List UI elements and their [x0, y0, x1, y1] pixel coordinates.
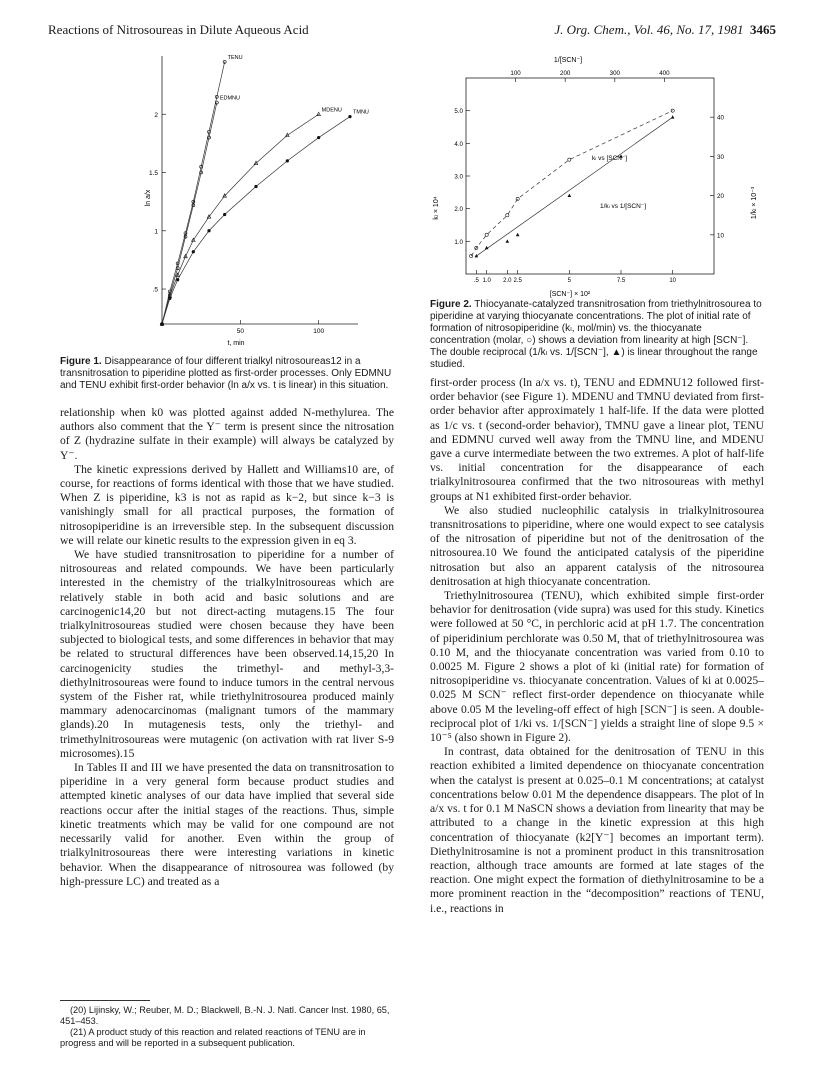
footnotes [60, 1000, 394, 1049]
figure-1-plot [140, 48, 400, 354]
figure-1-series-label: TENU [227, 54, 243, 61]
figure-2-x-tick-label: 5 [567, 278, 572, 284]
figure-2-y2-tick-label: 10 [717, 232, 724, 240]
right-paragraph-4: In contrast, data obtained for the denitrosation of TENU in this reaction exhibited a limited dependence on thiocyanate concentration when the catalyst is present at 0.025–0.1 M concentrations; at catalyst concentrations below 0.01 M the dependence disappears. The plot of ln a/x vs. t for 0.1 M NaSCN shows a deviation from linearity that may be attributed to a change in the kinetic expression at this high concentration of thiocyanate (k2[Y⁻] becomes an important term). Diethylnitrosamine is not a prominent product in this transnitrosation reaction, although trace amounts are formed at late stages of the reaction. One might expect the formation of diethylnitrosamine to be a more prominent reaction in the “decomposition” reactions of TENU, i.e., reactions in [430, 745, 764, 915]
figure-2-top-tick-label: 100 [510, 70, 521, 77]
figure-1-point [160, 322, 163, 325]
left-paragraph-2: The kinetic expressions derived by Hallett and Williams10 are, of course, for reactions of forms identical with those that we have studied. When Z is piperidine, k3 is not as rapid as k−2, but since k−3 is vanishingly small for all practical purposes, the formation of nitrosopiperidine is an irreversible step. In the subsequent discussion we will relate our kinetic results to the expression given in eq 3. [60, 462, 394, 547]
figure-2-axes [454, 70, 724, 284]
figure-1-series [160, 55, 369, 326]
figure-1-series-line [162, 62, 225, 324]
figure-1-series-line [162, 114, 319, 324]
figure-2-triangle-point [506, 239, 510, 242]
figure-1-point [207, 229, 210, 232]
figure-2-y-tick-label: 2.0 [454, 206, 463, 214]
figure-1-caption-label: Figure 1. [60, 356, 102, 367]
figure-2-circle-point [506, 214, 509, 217]
figure-2-caption [430, 299, 764, 371]
figure-2-top-tick-label: 200 [560, 70, 571, 77]
figure-2-triangle-point [568, 194, 572, 197]
figure-2-y-tick-label: 4.0 [454, 140, 463, 148]
figure-2-triangle-point [475, 254, 479, 257]
figure-1-axes [149, 56, 358, 335]
footnote-20: (20) Lijinsky, W.; Reuber, M. D.; Blackwell, B.-N. J. Natl. Cancer Inst. 1980, 65, 451–453. [60, 1005, 390, 1026]
figure-1-y-axis-label: ln a/x [145, 189, 152, 207]
figure-1-point [192, 250, 195, 253]
right-paragraph-1: first-order process (ln a/x vs. t), TENU and EDMNU12 followed first-order behavior (see Figure 1). MDENU and TMNU deviated from first-order behavior after approximately 1 half-life. If the data were plotted as 1/c vs. t (second-order behavior), TMNU gave a linear plot, TENU and EDMNU curved well away from the TMNU line, and MDENU gave a curve intermediate between the two extremes. A plot of half-life vs. initial concentration for the disappearance of each trialkylnitrosourea confirmed that the two nitrosoureas with methyl groups at N1 exhibited first-order behavior. [430, 376, 764, 503]
figure-2-y-tick-label: 3.0 [454, 173, 463, 181]
journal-citation: J. Org. Chem., Vol. 46, No. 17, 1981 [554, 22, 744, 37]
figure-2-y2-tick-label: 40 [717, 114, 724, 122]
figure-2-top-tick-label: 400 [659, 70, 670, 77]
figure-1-point [317, 112, 321, 115]
figure-2-x-tick-label: .5 [473, 278, 479, 284]
figure-1-point [176, 278, 179, 281]
figure-2-y-tick-label: 1.0 [454, 238, 463, 246]
figure-2-triangle-point [671, 115, 675, 118]
figure-2-circle-point [568, 158, 571, 161]
figure-1-series-label: MDENU [321, 107, 342, 114]
figure-2-triangle-point [516, 233, 520, 236]
figure-1-point [223, 213, 226, 216]
running-head-journal [554, 22, 776, 38]
figure-1-caption [60, 356, 394, 392]
figure-2-top-tick-label: 300 [609, 70, 620, 77]
figure-2-curve [471, 111, 673, 256]
figure-2-line [476, 117, 672, 256]
figure-1-point [348, 115, 351, 118]
footnote-21: (21) A product study of this reaction and related reactions of TENU are in progress and will be reported in a subsequent publication. [60, 1027, 366, 1048]
figure-1-x-axis-label: t, min [227, 340, 245, 347]
running-head-title: Reactions of Nitrosoureas in Dilute Aqueous Acid [48, 22, 309, 37]
figure-1-y-tick-label: 1.5 [148, 170, 158, 178]
figure-1-point [254, 185, 257, 188]
figure-2-circle-point [485, 233, 488, 236]
figure-2-x-tick-label: 7.5 [616, 278, 626, 284]
figure-1-caption-text: Disappearance of four different trialkyl nitrosoureas12 in a transnitrosation to piperidine plotted as first-order processes. Only EDMNU and TENU exhibit first-order behavior (ln a/x vs. t is linear) in this situation. [60, 356, 392, 391]
figure-1-y-tick-label: 2 [154, 111, 158, 119]
figure-2-series [470, 109, 675, 258]
right-paragraph-2: We also studied nucleophilic catalysis in trialkylnitrosourea transnitrosations to piperidine, where one would expect to see catalysis of the nitrosation of piperidine but not of the denitrosation of the nitrosourea.10 We found the anticipated catalysis of the piperidine nitrosation but also an apparent catalysis of the nitrosourea denitrosation at high thiocyanate concentration. [430, 503, 764, 588]
figure-2-top-axis-label: 1/[SCN⁻] [553, 57, 583, 64]
figure-2-y2-tick-label: 20 [717, 193, 724, 201]
figure-1-point [317, 136, 320, 139]
figure-1-point [286, 159, 289, 162]
figure-1-series-label: TMNU [353, 109, 369, 116]
figure-2-left-y-axis-label: kₗ × 10⁴ [433, 196, 440, 220]
figure-2-circle-point [516, 197, 519, 200]
figure-2-caption-text: Thiocyanate-catalyzed transnitrosation from triethylnitrosourea to piperidine at varying thiocyanate concentrations. The plot of initial rate of formation of nitrosopiperidine (kₗ, mol/min) vs. the thiocyanate concentration (molar, ○) shows a deviation from linearity at high [SCN⁻]. The double reciprocal (1/kₗ vs. 1/[SCN⁻], ▲) is linear throughout the range studied. [430, 299, 762, 370]
left-paragraph-1: relationship when k0 was plotted against added N-methylurea. The authors also comment that the Y⁻ term is present since the nitrosation of Z (hydrazine sulfate in their example) will always be catalyzed by Y⁻. [60, 406, 394, 462]
figure-2-y2-tick-label: 30 [717, 153, 724, 161]
figure-1-x-tick-label: 100 [313, 328, 325, 335]
figure-1-series-line [162, 117, 350, 324]
figure-2-plot [430, 48, 760, 300]
figure-2-x-tick-label: 2.0 [503, 278, 512, 284]
figure-1-y-tick-label: 1 [154, 228, 158, 236]
figure-1-point [168, 297, 171, 300]
figure-1-y-tick-label: .5 [152, 286, 158, 294]
figure-2-right-y-axis-label: 1/kₗ × 10⁻³ [751, 186, 758, 220]
figure-2-x-tick-label: 2.5 [513, 278, 522, 284]
figure-2-x-tick-label: 10 [669, 278, 677, 284]
figure-2-line-label: 1/kₗ vs 1/[SCN⁻] [600, 203, 647, 210]
figure-2-y-tick-label: 5.0 [454, 108, 463, 116]
footnote-rule [60, 1000, 150, 1001]
figure-1-series-label: EDMNU [219, 95, 241, 102]
left-column [60, 406, 394, 889]
figure-2-x-axis-label: [SCN⁻] × 10² [549, 291, 591, 298]
figure-1-x-tick-label: 50 [236, 328, 244, 335]
figure-2-x-tick-label: 1.0 [482, 278, 491, 284]
right-column [430, 376, 764, 916]
right-paragraph-3: Triethylnitrosourea (TENU), which exhibited simple first-order behavior for denitrosation (vide supra) was used for this study. Kinetics were followed at 50 °C, in perchloric acid at pH 1.7. The concentration of piperidinium perchlorate was 0.50 M, that of triethylnitrosourea was 0.10 M, and the thiocyanate concentration was varied from 0.10 to 0.0025 M. Figure 2 shows a plot of ki (initial rate) for formation of nitrosopiperidine vs. thiocyanate concentration. Values of ki at 0.0025–0.025 M SCN⁻ reflect first-order dependence on thiocyanate while above 0.05 M the leveling-off effect of high [SCN⁻] is seen. A double-reciprocal plot of 1/ki vs. 1/[SCN⁻] yields a straight line of slope 9.5 × 10⁻⁵ (also shown in Figure 2). [430, 589, 764, 745]
figure-2-caption-label: Figure 2. [430, 299, 472, 310]
left-paragraph-4: In Tables II and III we have presented the data on transnitrosation to piperidine in a very general form because product studies and attempted kinetic analyses of our data have implied that several side reactions occur after the initial stages of the reactions. Thus, simple kinetic treatments which may be valid for one compound are not necessarily valid for another. Even within the group of trialkylnitrosoureas there were interesting variations in kinetic behavior. When the disappearance of nitrosourea was followed (by high-pressure LC) and treated as a [60, 761, 394, 888]
figure-2-curve-label: kₗ vs [SCN⁻] [592, 155, 628, 162]
page-number: 3465 [750, 22, 776, 37]
left-paragraph-3: We have studied transnitrosation to piperidine for a number of nitrosoureas and related compounds. We have been particularly interested in the chemistry of the trialkylnitrosoureas which are relatively stable in both acid and basic solutions and are carcinogenic14,20 but not direct-acting mutagens.15 The four trialkylnitrosoureas studied were chosen because they have been subjected to biological tests, and some differences in behavior that may be related to structural differences have been observed.14,15,20 In carcinogenicity studies the trimethyl- and methyl-3,3-diethylnitrosoureas were found to induce tumors in the central nervous system of the Fisher rat, while triethylnitrosourea produced mainly mammary adenocarcinomas (malignant tumors of the mammary glands).20 In mutagenesis tests, only the triethyl- and trimethylnitrosoureas were mutagenic (on activation with rat liver S-9 microsomes).15 [60, 548, 394, 760]
